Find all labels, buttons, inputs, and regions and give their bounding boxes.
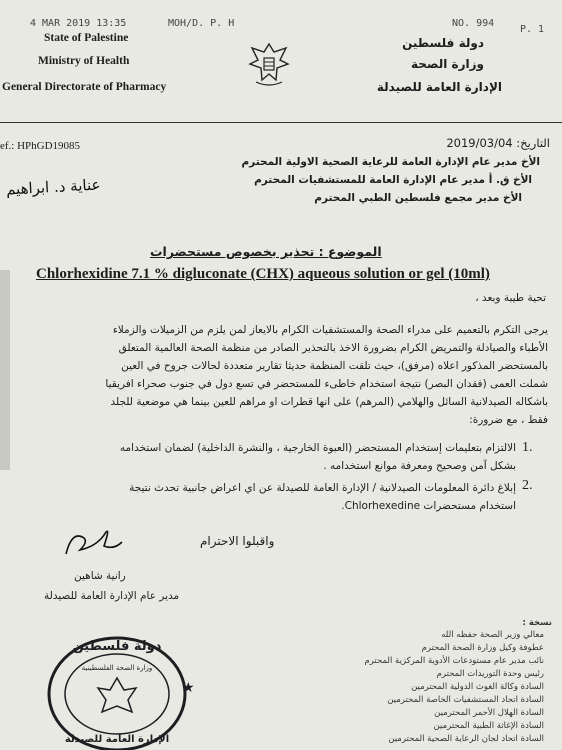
- subject-arabic: الموضوع : تحذير بخصوص مستحضرات: [150, 244, 382, 259]
- item-line: إبلاغ دائرة المعلومات الصيدلانية / الإدارة العامة للصيدلة عن اي اعراض جانبية تحدث نتيجة: [129, 482, 516, 494]
- item-line: الالتزام بتعليمات إستخدام المستحضر (العبوة الخارجية ، والنشرة الداخلية) لضمان استخدامه: [119, 442, 516, 454]
- body-line: باشكاله الصيدلانية السائل والهلامي (المرهم) على انها قطرات او مراهم للعين بينما هي موضعية للجلد: [110, 396, 548, 408]
- eagle-emblem-icon: [246, 38, 292, 88]
- official-seal-stamp: [42, 628, 195, 750]
- greeting: تحية طيبة وبعد ،: [475, 292, 546, 304]
- item-line: استخدام مستحضرات Chlorhexedine.: [341, 500, 516, 512]
- header-state-ar: دولة فلسطين: [402, 36, 484, 50]
- cc-item: نائب مدير عام مستودعات الأدوية المركزية المحترم: [364, 656, 544, 666]
- header-divider: [0, 122, 562, 123]
- cc-item: معالي وزير الصحة حفظه الله: [441, 630, 544, 640]
- seal-bottom-text: الإدارة العامة للصيدلة: [64, 734, 170, 745]
- handwritten-note: عناية د. ابراهيم: [5, 175, 101, 199]
- fax-code: MOH/D. P. H: [168, 18, 235, 29]
- subject-english: Chlorhexidine 7.1 % digluconate (CHX) aqueous solution or gel (10ml): [36, 266, 490, 282]
- cc-item: السادة وكالة الغوث الدولية المحترمين: [411, 682, 544, 692]
- cc-item: رئيس وحدة التوريدات المحترم: [436, 669, 544, 679]
- closing-phrase: واقبلوا الاحترام: [200, 534, 275, 548]
- cc-item: السادة الهلال الأحمر المحترمين: [434, 708, 544, 718]
- cc-item: السادة اتحاد لجان الرعاية الصحية المحترمين: [388, 734, 544, 744]
- body-line: فقط ، مع ضرورة:: [469, 414, 548, 426]
- seal-outer-text: دولة فلسطين: [72, 639, 162, 654]
- cc-item: السادة الإغاثة الطبية المحترمين: [433, 721, 544, 731]
- body-line: يرجى التكرم بالتعميم على مدراء الصحة والمستشفيات الكرام بالايعاز لمن يلزم من الزميلات والزملاء: [112, 324, 548, 336]
- seal-inner-text: وزارة الصحة الفلسطينية: [81, 664, 153, 672]
- header-directorate-ar: الإدارة العامة للصيدلة: [376, 80, 502, 94]
- addressee-line: الأخ مدير مجمع فلسطين الطبي المحترم: [314, 192, 522, 204]
- header-directorate-en: General Directorate of Pharmacy: [2, 81, 167, 93]
- item-number: 2.: [522, 478, 533, 493]
- fax-datetime: 4 MAR 2019 13:35: [30, 18, 127, 29]
- cc-item: السادة اتحاد المستشفيات الخاصة المحترمين: [387, 695, 544, 705]
- addressee-line: الأخ مدير عام الإدارة العامة للرعاية الصحية الاولية المحترم: [241, 156, 540, 168]
- fax-page: P. 1: [520, 24, 545, 35]
- signer-name: رانية شاهين: [74, 570, 126, 582]
- addressee-line: الأخ ق. أ مدير عام الإدارة العامة للمستشفيات المحترم: [254, 174, 532, 186]
- cc-item: عطوفة وكيل وزارة الصحة المحترم: [421, 643, 544, 653]
- header-state-en: State of Palestine: [44, 32, 129, 44]
- signer-title: مدير عام الإدارة العامة للصيدلة: [44, 590, 180, 602]
- body-line: شملت العمى (فقدان البصر) نتيجة استخدام خاطىء للمستحضر في تسع دول في جنوب صحراء افريقيا: [105, 378, 548, 390]
- letter-date: التاريخ: 2019/03/04: [446, 136, 550, 150]
- fax-number: NO. 994: [452, 18, 495, 29]
- cc-label: نسخة :: [522, 618, 552, 628]
- body-line: بالمستحضر المذكور اعلاه (مرفق)، حيث تلقت المنظمة حديثا تقارير متعددة لحالات جروح في العين: [121, 360, 548, 372]
- item-line: بشكل آمن وصحيح ومعرفة موانع استخدامه .: [323, 460, 516, 472]
- star-icon: ★: [182, 680, 195, 696]
- header-ministry-en: Ministry of Health: [38, 55, 130, 67]
- page-edge-shadow: [0, 270, 10, 470]
- reference-number: ef.: HPhGD19085: [0, 140, 81, 152]
- handwritten-signature: [58, 520, 128, 564]
- header-ministry-ar: وزارة الصحة: [410, 57, 484, 71]
- body-line: الأطباء والصيادلة والتمريض الكرام بضرورة الاخذ بالتحذير الصادر من منظمة الصحة العالمية المتعلق: [118, 342, 548, 354]
- item-number: 1.: [522, 440, 533, 455]
